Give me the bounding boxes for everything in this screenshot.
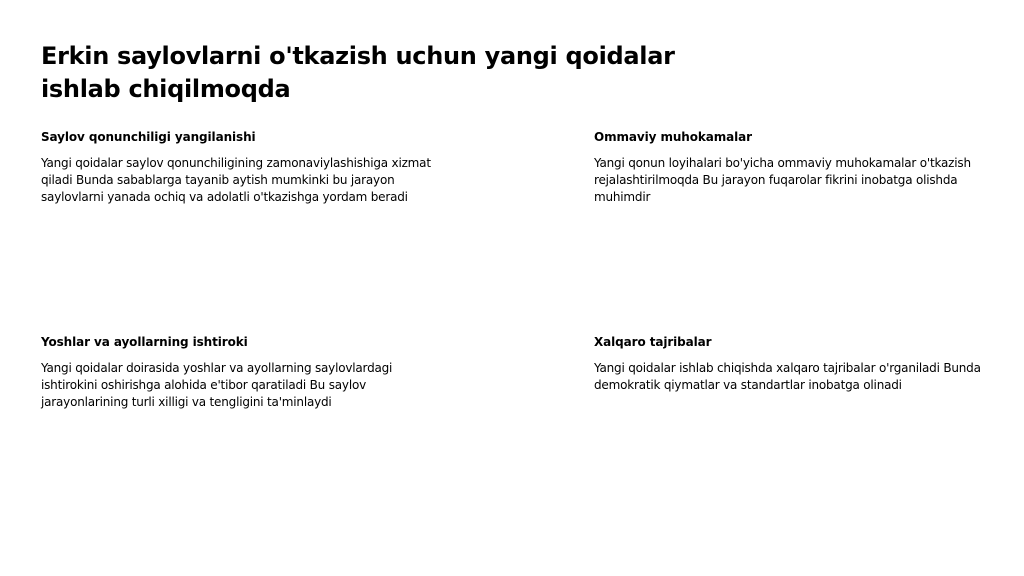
section-body: Yangi qonun loyihalari bo'yicha ommaviy muhokamalar o'tkazish rejalashtirilmoqda Bu jarayon fuqarolar fikrini inobatga olishda muhimdir <box>594 156 971 204</box>
section-heading: Yoshlar va ayollarning ishtiroki <box>41 335 248 349</box>
section-body: Yangi qoidalar doirasida yoshlar va ayollarning saylovlardagi ishtirokini oshirishga alohida e'tibor qaratiladi Bu saylov jarayonlarining turli xilligi va tengligini ta'minlaydi <box>41 361 393 409</box>
section-youth-women-participation <box>41 334 411 411</box>
section-heading: Saylov qonunchiligi yangilanishi <box>41 130 256 144</box>
section-heading: Xalqaro tajribalar <box>594 335 712 349</box>
page-title: Erkin saylovlarni o'tkazish uchun yangi qoidalar ishlab chiqilmoqda <box>41 42 675 103</box>
section-election-legislation <box>41 129 441 206</box>
section-international-experience <box>594 334 994 394</box>
section-body: Yangi qoidalar ishlab chiqishda xalqaro tajribalar o'rganiladi Bunda demokratik qiymatlar va standartlar inobatga olinadi <box>594 361 981 392</box>
section-public-discussions <box>594 129 974 206</box>
section-body: Yangi qoidalar saylov qonunchiligining zamonaviylashishiga xizmat qiladi Bunda sabablarga tayanib aytish mumkinki bu jarayon saylovlarni yanada ochiq va adolatli o'tkazishga yordam beradi <box>41 156 431 204</box>
section-heading: Ommaviy muhokamalar <box>594 130 752 144</box>
